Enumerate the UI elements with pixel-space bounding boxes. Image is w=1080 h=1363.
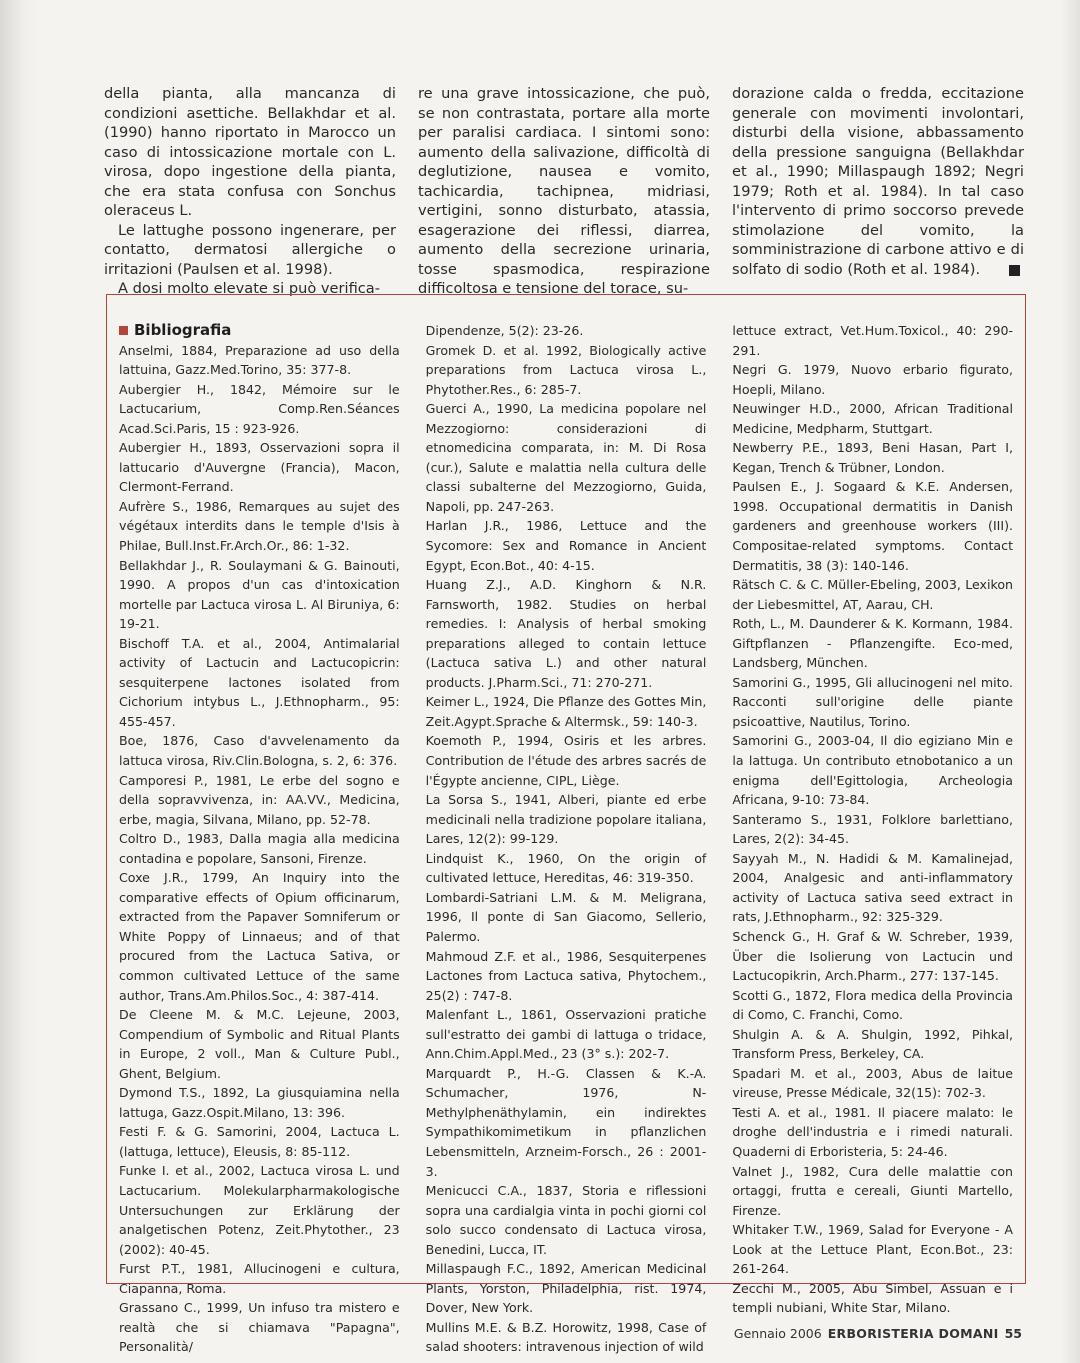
bibliography-entry: Sayyah M., N. Hadidi & M. Kamalinejad, 2004, Analgesic and anti-inflammatory activity of Lactuca sativa seed extract in rats, J.Ethnopharm., 92: 325-329. <box>732 850 1014 925</box>
bibliography-entry: La Sorsa S., 1941, Alberi, piante ed erbe medicinali nella tradizione popolare italiana, Lares, 12(2): 99-129. <box>425 792 707 847</box>
bibliography-entry: Marquardt P., H.-G. Classen & K.-A. Schumacher, 1976, N-Methylphenäthylamin, ein indirektes Sympathikomimetikum in pflanzlichen Lebensmitteln, Arzneim-Forsch., 26 : 2001-3. <box>425 1065 707 1179</box>
bibliography-entry: Guerci A., 1990, La medicina popolare nel Mezzogiorno: considerazioni di etnomedicina comparata, in: M. Di Rosa (cur.), Salute e malattia nella cultura delle classi subalterne del Mezzogiorno, Guida, Napoli, pp. 247-263. <box>425 401 707 514</box>
bibliography-entry: Valnet J., 1982, Cura delle malattie con ortaggi, frutta e cereali, Giunti Martello, Firenze. <box>732 1163 1014 1218</box>
bibliography-entry: Roth, L., M. Daunderer & K. Kormann, 1984. Giftpflanzen - Pflanzengifte. Eco-med, Landsberg, München. <box>732 616 1014 671</box>
bibliography-entry: Dymond T.S., 1892, La giusquiamina nella lattuga, Gazz.Ospit.Milano, 13: 396. <box>119 1085 400 1120</box>
bibliography-entry: Keimer L., 1924, Die Pflanze des Gottes Min, Zeit.Agypt.Sprache & Altermsk., 59: 140-3. <box>425 694 707 729</box>
bibliography-entry: Coltro D., 1983, Dalla magia alla medicina contadina e popolare, Sansoni, Firenze. <box>119 831 400 866</box>
page-footer <box>734 1326 1022 1341</box>
bibliography-entry: Koemoth P., 1994, Osiris et les arbres. Contribution de l'étude des arbres sacrés de l'Égypte ancienne, CIPL, Liège. <box>425 733 707 788</box>
bibliography-entry: Samorini G., 2003-04, Il dio egiziano Min e la lattuga. Un contributo etnobotanico a un enigma dell'Egittologia, Archeologia Africana, 9-10: 73-84. <box>732 733 1014 808</box>
article-column-2 <box>418 84 710 297</box>
bibliography-entry: Lombardi-Satriani L.M. & M. Meligrana, 1996, Il ponte di San Giacomo, Sellerio, Palermo. <box>425 889 707 944</box>
bibliography-entry: Millaspaugh F.C., 1892, American Medicinal Plants, Yorston, Philadelphia, rist. 1974, Dover, New York. <box>425 1261 707 1316</box>
bibliography-entry: Schenck G., H. Graf & W. Schreber, 1939, Über die Isolierung von Lactucin und Lactucopikrin, Arch.Pharm., 277: 137-145. <box>732 928 1014 984</box>
bibliography-entry: Shulgin A. & A. Shulgin, 1992, Pihkal, Transform Press, Berkeley, CA. <box>732 1026 1014 1062</box>
bibliography-entry: Paulsen E., J. Sogaard & K.E. Andersen, 1998. Occupational dermatitis in Danish gardeners and greenhouse workers (III). Compositae-related symptoms. Contact Dermatitis, 38 (3): 140-146. <box>732 479 1014 573</box>
bibliography-entry: Gromek D. et al. 1992, Biologically active preparations from Lactuca virosa L., Phytother.Res., 6: 285-7. <box>425 342 707 397</box>
article-paragraph: A dosi molto elevate si può verifica- <box>118 280 381 297</box>
bibliography-entry: Negri G. 1979, Nuovo erbario figurato, Hoepli, Milano. <box>732 362 1014 397</box>
article-paragraph: Le lattughe possono ingenerare, per contatto, dermatosi allergiche o irritazioni (Paulsen et al. 1998). <box>104 221 396 278</box>
article-paragraph: re una grave intossicazione, che può, se non contrastata, portare alla morte per paralisi cardiaca. I sintomi sono: aumento della salivazione, difficoltà di deglutizione, nausea e vomito, tachicardia, tachipnea, midriasi, vertigini, sonno disturbato, atassia, esagerazione dei riflessi, diarrea, aumento della secrezione urinaria, tosse spasmodica, respirazione difficoltosa e tensione del torace, su- <box>418 85 710 297</box>
bibliography-entries <box>119 341 400 1357</box>
bibliography-entry: Funke I. et al., 2002, Lactuca virosa L. und Lactucarium. Molekularpharmakologische Untersuchungen zur Erklärung der analgetischen Potenz, Zeit.Phytother., 23 (2002): 40-45. <box>119 1163 400 1257</box>
bibliography-entry: lettuce extract, Vet.Hum.Toxicol., 40: 290-291. <box>732 323 1014 358</box>
article-column-3 <box>732 84 1024 284</box>
page-number: 55 <box>1004 1326 1022 1341</box>
bibliography-entry: Dipendenze, 5(2): 23-26. <box>425 323 584 338</box>
article-paragraph <box>732 84 1024 279</box>
bibliography-entry: Huang Z.J., A.D. Kinghorn & N.R. Farnsworth, 1982. Studies on herbal remedies. I: Analysis of herbal smoking preparations alleged to contain lettuce (Lactuca sativa L.) and other natural products. J.Pharm.Sci., 71: 270-271. <box>425 577 707 690</box>
bibliography-entry: Bellakhdar J., R. Soulaymani & G. Bainouti, 1990. A propos d'un cas d'intoxication mortelle par Lactuca virosa L. Al Biruniya, 6: 19-21. <box>119 557 400 632</box>
bibliography-entry: Aubergier H., 1842, Mémoire sur le Lactucarium, Comp.Ren.Séances Acad.Sci.Paris, 15 : 923-926. <box>119 381 400 436</box>
bibliography-entry: Grassano C., 1999, Un infuso tra mistero e realtà che si chiamava "Papagna", Personalità/ <box>119 1300 400 1355</box>
end-of-article-square-icon <box>1009 265 1020 276</box>
bibliography-entries <box>732 321 1013 1318</box>
page-gutter-shadow <box>0 0 38 1363</box>
article-paragraph-text: dorazione calda o fredda, eccitazione generale con movimenti involontari, disturbi della visione, abbassamento della pressione sanguigna (Bellakhdar et al., 1990; Millaspaugh 1892; Negri 1979; Roth et al. 1984). In tal caso l'intervento di primo soccorso prevede stimolazione del vomito, la somministrazione di carbone attivo e di solfato di sodio (Roth et al. 1984). <box>732 85 1024 278</box>
bibliography-entry: Boe, 1876, Caso d'avvelenamento da lattuca virosa, Riv.Clin.Bologna, s. 2, 6: 376. <box>119 733 400 768</box>
page-edge-shadow <box>1060 0 1080 1363</box>
bibliography-entry: Bischoff T.A. et al., 2004, Antimalarial activity of Lactucin and Lactucopicrin: sesquiterpene lactones isolated from Cichorium intybus L., J.Ethnopharm., 95: 455-457. <box>119 635 400 729</box>
article-paragraph: della pianta, alla mancanza di condizioni asettiche. Bellakhdar et al. (1990) hanno riportato in Marocco un caso di intossicazione mortale con L. virosa, dopo ingestione della pianta, che era stata confusa con Sonchus oleraceus L. <box>104 85 396 219</box>
bibliography-entry: Malenfant L., 1861, Osservazioni pratiche sull'estratto dei gambi di lattuga o tridace, Ann.Chim.Appl.Med., 23 (3° s.): 202-7. <box>425 1007 707 1062</box>
bibliography-entry: Harlan J.R., 1986, Lettuce and the Sycomore: Sex and Romance in Ancient Egypt, Econ.Bot., 40: 4-15. <box>425 518 707 573</box>
bibliography-entry: Scotti G., 1872, Flora medica della Provincia di Como, C. Franchi, Como. <box>732 987 1014 1023</box>
bibliography-entry: Spadari M. et al., 2003, Abus de laitue vireuse, Presse Médicale, 32(15): 702-3. <box>732 1065 1014 1101</box>
bibliography-column-3 <box>732 321 1014 1316</box>
bibliography-entry: Camporesi P., 1981, Le erbe del sogno e della sopravvivenza, in: AA.VV., Medicina, erbe, magia, Silvana, Milano, pp. 52-78. <box>119 772 400 827</box>
bibliography-entry: Testi A. et al., 1981. Il piacere malato: le droghe dell'industria e i rimedi naturali. Quaderni di Erboristeria, 5: 24-46. <box>732 1104 1014 1159</box>
bibliography-title-text: Bibliografia <box>134 321 232 339</box>
article-text <box>104 84 1024 297</box>
bibliography-entry: Festi F. & G. Samorini, 2004, Lactuca L. (lattuga, lettuce), Eleusis, 8: 85-112. <box>119 1124 400 1159</box>
bibliography-title <box>119 321 400 341</box>
bibliography-column-2 <box>425 321 707 1355</box>
title-square-icon <box>119 326 128 335</box>
bibliography-entry: Anselmi, 1884, Preparazione ad uso della lattuina, Gazz.Med.Torino, 35: 377-8. <box>119 342 400 378</box>
bibliography-entry: Newberry P.E., 1893, Beni Hasan, Part I, Kegan, Trench & Trübner, London. <box>732 440 1014 475</box>
issue-date: Gennaio 2006 <box>733 1326 822 1341</box>
bibliography-entry: Coxe J.R., 1799, An Inquiry into the comparative effects of Opium officinarum, extracted from the Papaver Somniferum or White Poppy of Linnaeus; and of that procured from the Lactuca Sativa, or common cultivated Lettuce of the same author, Trans.Am.Philos.Soc., 4: 387-414. <box>119 870 400 1003</box>
bibliography-entry: Lindquist K., 1960, On the origin of cultivated lettuce, Hereditas, 46: 319-350. <box>425 850 707 886</box>
bibliography-entry: Mullins M.E. & B.Z. Horowitz, 1998, Case of salad shooters: intravenous injection of wild <box>425 1319 707 1355</box>
bibliography-entry: De Cleene M. & M.C. Lejeune, 2003, Compendium of Symbolic and Ritual Plants in Europe, 2 voll., Man & Culture Publ., Ghent, Belgium. <box>119 1007 400 1081</box>
bibliography-entries <box>426 321 707 1357</box>
bibliography-entry: Samorini G., 1995, Gli allucinogeni nel mito. Racconti sull'origine delle piante psicoattive, Nautilus, Torino. <box>732 674 1014 729</box>
article-column-1 <box>104 84 396 297</box>
bibliography-entry: Aufrère S., 1986, Remarques au sujet des végétaux interdits dans le temple d'Isis à Philae, Bull.Inst.Fr.Arch.Or., 86: 1-32. <box>119 498 400 553</box>
bibliography-entry: Mahmoud Z.F. et al., 1986, Sesquiterpenes Lactones from Lactuca sativa, Phytochem., 25(2) : 747-8. <box>425 948 707 1003</box>
bibliography-column-1 <box>119 321 400 1355</box>
magazine-name: ERBORISTERIA DOMANI <box>827 1326 999 1341</box>
bibliography-entry: Rätsch C. & C. Müller-Ebeling, 2003, Lexikon der Liebesmittel, AT, Aarau, CH. <box>732 577 1014 612</box>
bibliography-entry: Santeramo S., 1931, Folklore barlettiano, Lares, 2(2): 34-45. <box>732 811 1014 847</box>
bibliography-entry: Menicucci C.A., 1837, Storia e riflessioni sopra una cardialgia vinta in pochi giorni col solo succo condensato di Lactuca virosa, Benedini, Lucca, IT. <box>425 1183 707 1257</box>
bibliography-entry: Aubergier H., 1893, Osservazioni sopra il lattucario d'Auvergne (Francia), Macon, Clermont-Ferrand. <box>119 440 400 495</box>
bibliography-entry: Furst P.T., 1981, Allucinogeni e cultura, Ciapanna, Roma. <box>119 1261 400 1296</box>
bibliography-entry: Neuwinger H.D., 2000, African Traditional Medicine, Medpharm, Stuttgart. <box>732 401 1014 436</box>
bibliography-entry: Zecchi M., 2005, Abu Simbel, Assuan e i templi nubiani, White Star, Milano. <box>732 1280 1014 1316</box>
bibliography-entry: Whitaker T.W., 1969, Salad for Everyone - A Look at the Lettuce Plant, Econ.Bot., 23: 261-264. <box>732 1222 1014 1277</box>
